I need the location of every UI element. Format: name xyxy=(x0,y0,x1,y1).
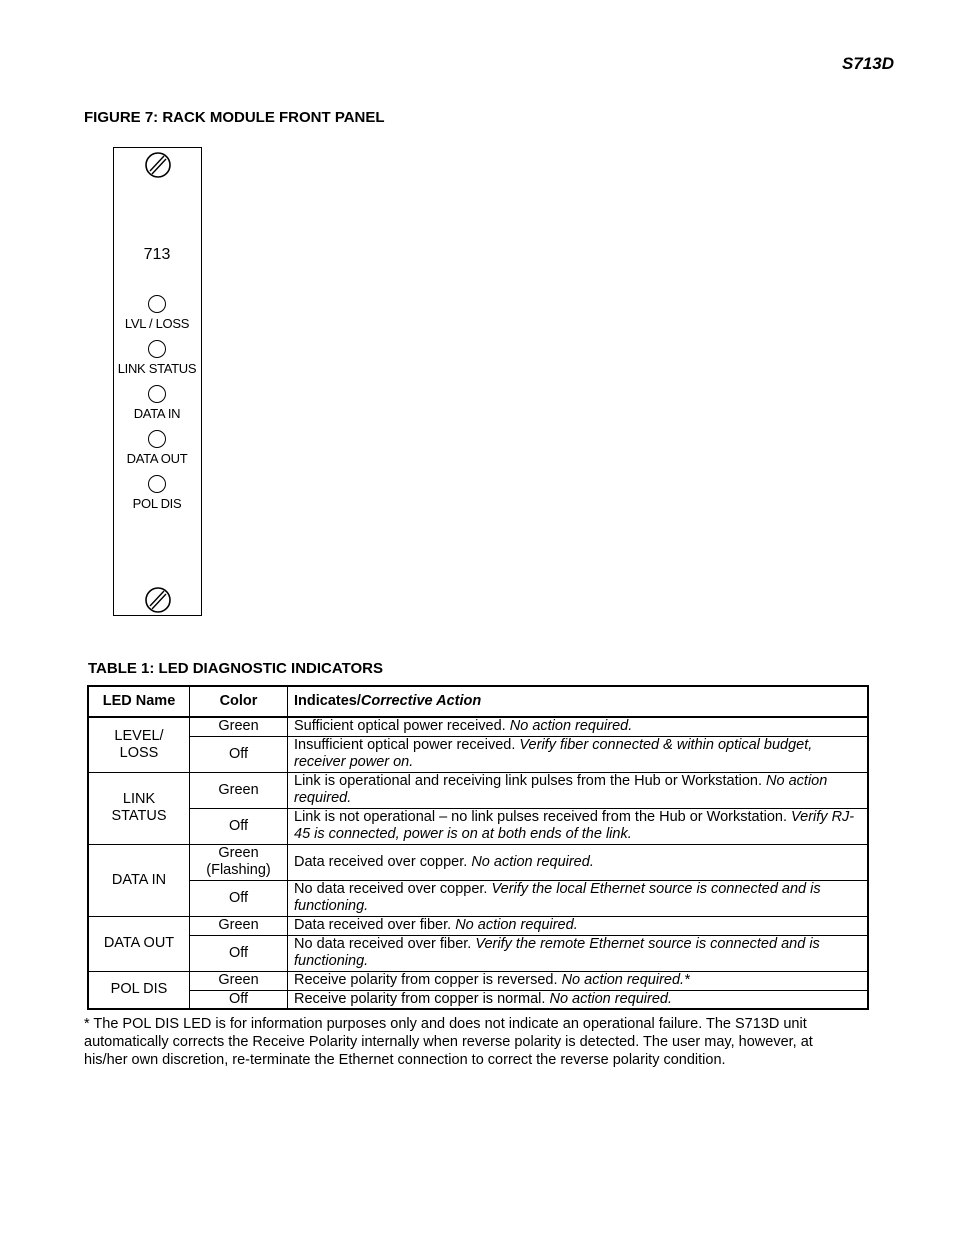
led-data-out xyxy=(114,430,200,466)
action-cell xyxy=(288,717,869,736)
header-color: Color xyxy=(190,686,288,717)
table-row xyxy=(88,844,868,880)
led-name-cell: DATA IN xyxy=(88,844,190,916)
led-label: LVL / LOSS xyxy=(124,316,190,331)
led-indicator-icon xyxy=(148,340,166,358)
color-line2: (Flashing) xyxy=(206,862,271,878)
corrective-action-text: Verify RJ-45 is connected, power is on at both ends of the link. xyxy=(294,809,855,842)
table-row xyxy=(88,916,868,935)
corrective-action-text: Verify the local Ethernet source is connected and is functioning. xyxy=(294,881,821,914)
table-footnote: * The POL DIS LED is for information purposes only and does not indicate an operational failure. The S713D unit automatically corrects the Receive Polarity internally when reverse polarity is detected. The user may, however, at his/her own discretion, re-terminate the Ethernet connection to correct the reverse polarity condition. xyxy=(84,1016,813,1068)
indication-text: Receive polarity from copper is normal. xyxy=(294,990,550,1007)
action-cell xyxy=(288,990,869,1009)
action-cell xyxy=(288,844,869,880)
table-title: TABLE 1: LED DIAGNOSTIC INDICATORS xyxy=(88,660,384,677)
action-cell xyxy=(288,736,869,772)
header-corrective-text: Corrective Action xyxy=(360,693,482,709)
led-indicator-icon xyxy=(148,475,166,493)
action-cell xyxy=(288,772,869,808)
indication-text: No data received over fiber. xyxy=(294,936,476,952)
indication-text: Data received over copper. xyxy=(294,853,472,870)
led-indicator-icon xyxy=(148,430,166,448)
led-name-cell xyxy=(88,772,190,844)
color-cell: Off xyxy=(190,736,288,772)
led-name-cell: DATA OUT xyxy=(88,916,190,971)
table-row xyxy=(88,717,868,736)
action-cell xyxy=(288,971,869,990)
corrective-action-text: No action required.* xyxy=(561,972,690,988)
color-cell: Off xyxy=(190,990,288,1009)
action-cell xyxy=(288,916,869,935)
table-row xyxy=(88,736,868,772)
led-name-cell xyxy=(88,717,190,772)
table-row xyxy=(88,880,868,916)
table-row xyxy=(88,772,868,808)
led-name-line1: LINK xyxy=(122,791,156,807)
model-number: 713 xyxy=(143,246,171,263)
color-cell xyxy=(190,844,288,880)
indication-text: Sufficient optical power received. xyxy=(294,718,510,735)
corrective-action-text: No action required. xyxy=(509,718,633,735)
indication-text: No data received over copper. xyxy=(294,881,492,897)
corrective-action-text: No action required. xyxy=(471,853,594,870)
screw-icon xyxy=(144,586,172,614)
indication-text: Insufficient optical power received. xyxy=(294,737,520,753)
color-line1: Green xyxy=(218,845,259,861)
screw-icon xyxy=(144,151,172,179)
rack-module-front-panel xyxy=(113,147,202,616)
color-cell: Off xyxy=(190,880,288,916)
corrective-action-text: Verify the remote Ethernet source is connected and is functioning. xyxy=(294,936,820,969)
color-cell: Green xyxy=(190,717,288,736)
color-cell: Green xyxy=(190,916,288,935)
indication-text: Data received over fiber. xyxy=(294,917,456,933)
table-row xyxy=(88,808,868,844)
color-cell: Green xyxy=(190,772,288,808)
action-cell xyxy=(288,808,869,844)
table-row xyxy=(88,935,868,971)
indication-text: Link is operational and receiving link pulses from the Hub or Workstation. xyxy=(294,773,767,789)
color-cell: Off xyxy=(190,935,288,971)
header-indicates xyxy=(288,686,869,717)
header-indicates-text: Indicates/ xyxy=(294,693,361,709)
corrective-action-text: Verify fiber connected & within optical budget, receiver power on. xyxy=(294,737,813,770)
action-cell xyxy=(288,935,869,971)
led-name-line1: LEVEL/ xyxy=(114,727,164,744)
led-link-status xyxy=(114,340,200,376)
indication-text: Link is not operational – no link pulses received from the Hub or Workstation. xyxy=(294,809,792,825)
color-cell: Off xyxy=(190,808,288,844)
table-header-row xyxy=(88,686,868,717)
led-label: DATA IN xyxy=(133,406,181,421)
led-data-in xyxy=(114,385,200,421)
led-indicator-icon xyxy=(148,385,166,403)
led-label: POL DIS xyxy=(132,496,182,511)
table-row xyxy=(88,971,868,990)
figure-title: FIGURE 7: RACK MODULE FRONT PANEL xyxy=(84,109,385,126)
document-code: S713D xyxy=(842,54,894,73)
led-name-line2: LOSS xyxy=(119,744,159,761)
indication-text: Receive polarity from copper is reversed. xyxy=(294,972,562,988)
action-cell xyxy=(288,880,869,916)
corrective-action-text: No action required. xyxy=(549,990,672,1007)
corrective-action-text: No action required. xyxy=(455,917,578,933)
led-name-cell: POL DIS xyxy=(88,971,190,1009)
color-cell: Green xyxy=(190,971,288,990)
led-label: DATA OUT xyxy=(126,451,188,466)
led-name-line2: STATUS xyxy=(111,808,167,824)
header-led-name: LED Name xyxy=(88,686,190,717)
led-pol-dis xyxy=(114,475,200,511)
led-label: LINK STATUS xyxy=(117,361,197,376)
table-row xyxy=(88,990,868,1009)
corrective-action-text: No action required. xyxy=(294,773,828,806)
led-diagnostic-table xyxy=(87,685,869,1010)
led-lvl-loss xyxy=(114,295,200,331)
led-indicator-icon xyxy=(148,295,166,313)
